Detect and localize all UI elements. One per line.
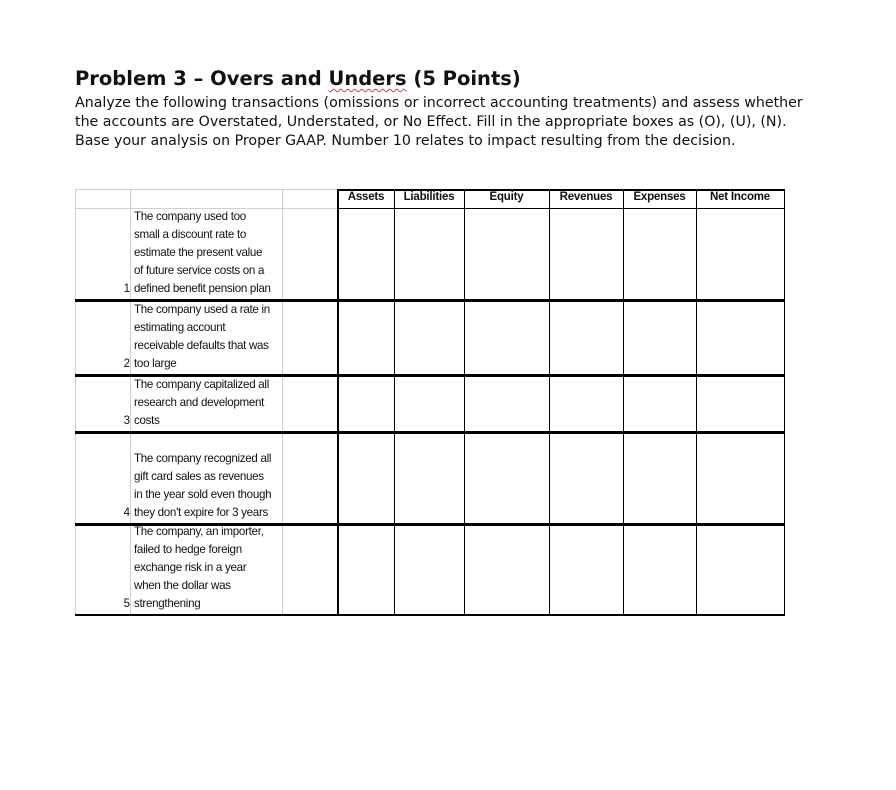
instructions-line: Base your analysis on Proper GAAP. Number 10 relates to impact resulting from the decision. (75, 133, 736, 149)
column-header-assets: Assets (347, 191, 385, 203)
description-line: failed to hedge foreign (134, 543, 242, 556)
description-line: too large (134, 357, 177, 370)
answer-cell-row3-assets[interactable] (339, 377, 393, 430)
description-line: estimate the present value (134, 246, 263, 259)
description-line: exchange risk in a year (134, 561, 247, 574)
description-line: The company, an importer, (134, 525, 264, 538)
answer-cell-row5-revenues[interactable] (550, 526, 622, 613)
description-line: The company used too (134, 210, 246, 223)
description-line: estimating account (134, 321, 226, 334)
description-line: they don't expire for 3 years (134, 506, 269, 519)
answer-cell-row5-net-income[interactable] (697, 526, 783, 613)
title-suffix: (5 Points) (406, 67, 521, 90)
description-line: The company used a rate in (134, 303, 270, 316)
description-line: when the dollar was (134, 579, 231, 592)
answer-cell-row2-assets[interactable] (339, 302, 393, 373)
gridline (75, 189, 76, 615)
answer-cell-row1-liabilities[interactable] (395, 210, 463, 298)
instructions-paragraph (75, 94, 835, 151)
transaction-description (134, 523, 284, 613)
table-border (784, 189, 785, 615)
instructions-line: Analyze the following transactions (omissions or incorrect accounting treatments) and assess whether (75, 95, 803, 111)
answer-cell-row3-net-income[interactable] (697, 377, 783, 430)
answer-cell-row2-equity[interactable] (465, 302, 548, 373)
description-line: receivable defaults that was (134, 339, 269, 352)
answer-cell-row1-net-income[interactable] (697, 210, 783, 298)
answer-cell-row1-expenses[interactable] (624, 210, 695, 298)
row-number: 2 (123, 358, 130, 370)
answer-cell-row3-revenues[interactable] (550, 377, 622, 430)
answer-cell-row2-revenues[interactable] (550, 302, 622, 373)
column-header-expenses: Expenses (633, 191, 686, 203)
row-number: 3 (123, 415, 130, 427)
answer-cell-row3-expenses[interactable] (624, 377, 695, 430)
description-line: research and development (134, 396, 265, 409)
column-header-equity: Equity (489, 191, 524, 203)
answer-cell-row4-revenues[interactable] (550, 434, 622, 522)
description-line: strengthening (134, 597, 201, 610)
answer-cell-row2-expenses[interactable] (624, 302, 695, 373)
problem-title (75, 67, 521, 90)
column-header-net-income: Net Income (710, 191, 770, 203)
answer-cell-row1-equity[interactable] (465, 210, 548, 298)
description-line: in the year sold even though (134, 488, 272, 501)
row-number: 5 (123, 598, 130, 610)
transaction-description (134, 376, 284, 430)
gridline (75, 189, 338, 190)
description-line: gift card sales as revenues (134, 470, 264, 483)
instructions-line: the accounts are Overstated, Understated, or No Effect. Fill in the appropriate boxes as (O), (U), (N). (75, 114, 787, 130)
description-line: defined benefit pension plan (134, 282, 271, 295)
description-line: small a discount rate to (134, 228, 247, 241)
gridline (130, 189, 131, 615)
answer-cell-row2-net-income[interactable] (697, 302, 783, 373)
column-header-revenues: Revenues (559, 191, 613, 203)
answer-cell-row5-equity[interactable] (465, 526, 548, 613)
answer-cell-row4-expenses[interactable] (624, 434, 695, 522)
answer-cell-row3-liabilities[interactable] (395, 377, 463, 430)
answer-cell-row4-assets[interactable] (339, 434, 393, 522)
description-line: The company recognized all (134, 452, 272, 465)
table-border (338, 208, 785, 209)
description-line: of future service costs on a (134, 264, 265, 277)
title-prefix: Problem 3 – Overs and (75, 67, 329, 90)
answer-cell-row5-assets[interactable] (339, 526, 393, 613)
row-number: 1 (123, 283, 130, 295)
answer-cell-row4-net-income[interactable] (697, 434, 783, 522)
answer-cell-row5-liabilities[interactable] (395, 526, 463, 613)
description-line: costs (134, 414, 160, 427)
transaction-description (134, 208, 284, 298)
answer-cell-row5-expenses[interactable] (624, 526, 695, 613)
column-header-liabilities: Liabilities (403, 191, 455, 203)
answer-cell-row3-equity[interactable] (465, 377, 548, 430)
answer-cell-row4-liabilities[interactable] (395, 434, 463, 522)
answer-cell-row4-equity[interactable] (465, 434, 548, 522)
answer-cell-row1-assets[interactable] (339, 210, 393, 298)
transaction-description (134, 301, 284, 373)
transaction-description (134, 450, 284, 522)
row-separator (75, 614, 785, 616)
answer-cell-row2-liabilities[interactable] (395, 302, 463, 373)
title-spellcheck-word: Unders (328, 67, 407, 90)
row-number: 4 (123, 507, 130, 519)
description-line: The company capitalized all (134, 378, 269, 391)
answer-cell-row1-revenues[interactable] (550, 210, 622, 298)
